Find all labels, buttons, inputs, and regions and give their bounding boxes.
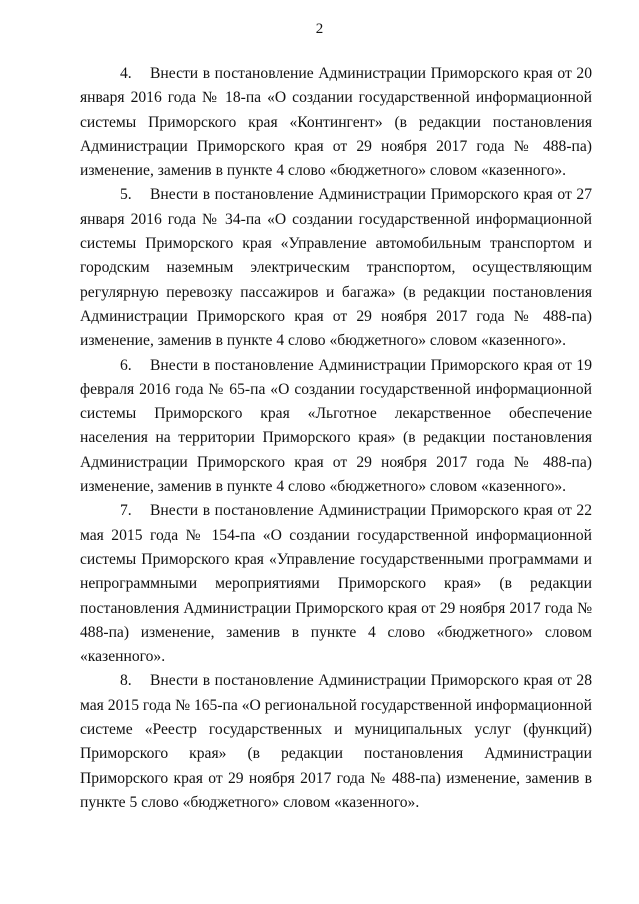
paragraph-item-4: 4. Внести в постановление Администрации Приморского края от 20 января 2016 года № 18-па «О создании государственной информационной системы Приморского края «Контингент» (в редакции постановления Администрации Приморского края от 29 ноября 2017 года № 488-па) изменение, заменив в пункте 4 слово «бюджетного» словом «казенного». [80, 65, 592, 180]
paragraph-item-7: 7. Внести в постановление Администрации Приморского края от 22 мая 2015 года № 154-па «О создании государственной информационной системы Приморского края «Управление государственными программами и непрограммными мероприятиями Приморского края» (в редакции постановления Администрации Приморского края от 29 ноября 2017 года № 488-па) изменение, заменив в пункте 4 слово «бюджетного» словом «казенного». [80, 502, 592, 666]
page-number: 2 [315, 21, 324, 37]
document-body [80, 62, 592, 815]
paragraph-item-5: 5. Внести в постановление Администрации Приморского края от 27 января 2016 года № 34-па «О создании государственной информационной системы Приморского края «Управление автомобильным транспортом и городским наземным электрическим транспортом, осуществляющим регулярную перевозку пассажиров и багажа» (в редакции постановления Администрации Приморского края от 29 ноября 2017 года № 488-па) изменение, заменив в пункте 4 слово «бюджетного» словом «казенного». [80, 186, 592, 350]
paragraph-item-8: 8. Внести в постановление Администрации Приморского края от 28 мая 2015 года № 165-па «О региональной государственной информационной системе «Реестр государственных и муниципальных услуг (функций) Приморского края» (в редакции постановления Администрации Приморского края от 29 ноября 2017 года № 488-па) изменение, заменив в пункте 5 слово «бюджетного» словом «казенного». [80, 672, 592, 811]
paragraph-item-6: 6. Внести в постановление Администрации Приморского края от 19 февраля 2016 года № 65-па «О создании государственной информационной системы Приморского края «Льготное лекарственное обеспечение населения на территории Приморского края» (в редакции постановления Администрации Приморского края от 29 ноября 2017 года № 488-па) изменение, заменив в пункте 4 слово «бюджетного» словом «казенного». [80, 356, 592, 496]
